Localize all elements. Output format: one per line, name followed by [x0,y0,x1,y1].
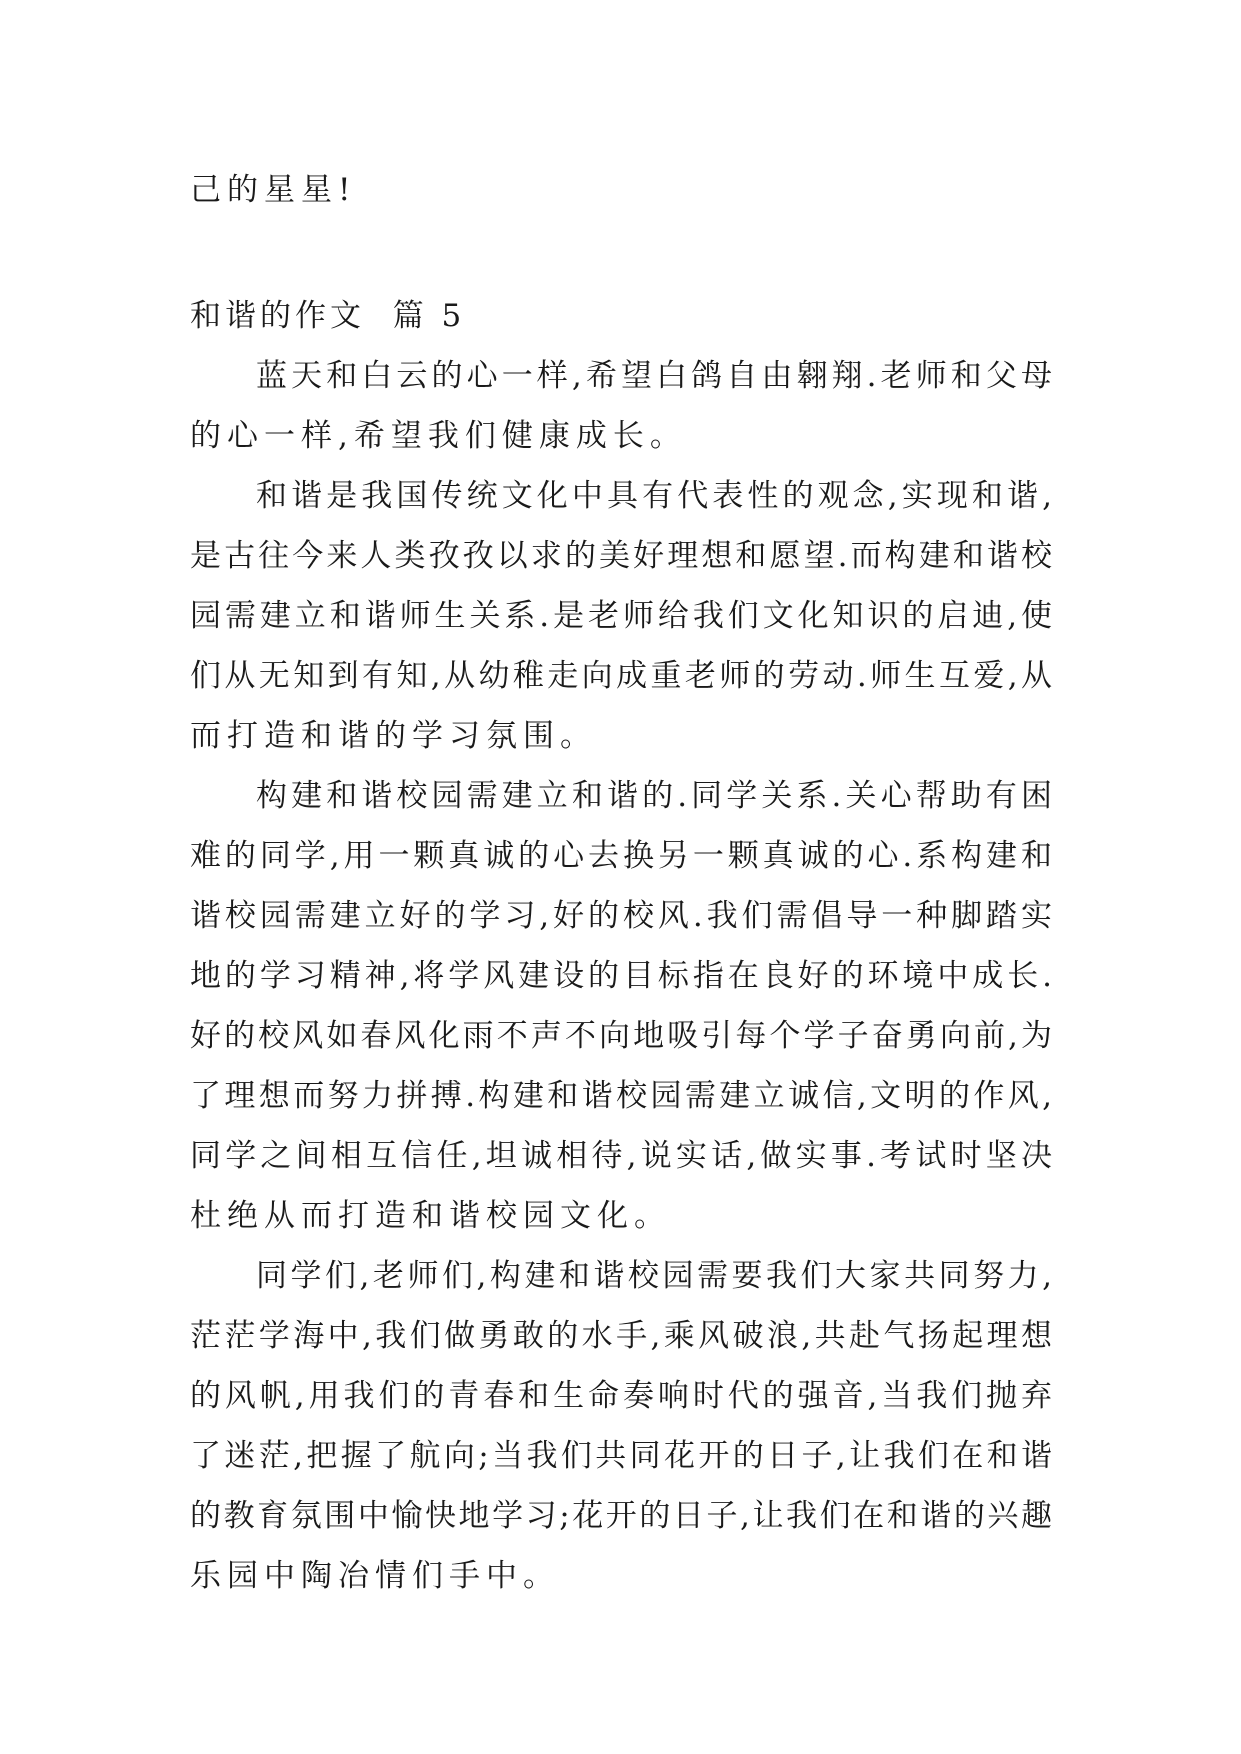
paragraph-line: 地的学习精神,将学风建设的目标指在良好的环境中成长. [190,958,1052,994]
paragraph-line: 的心一样,希望我们健康成长。 [190,418,687,454]
essay-heading: 和谐的作文 篇 5 [190,298,466,334]
paragraph-line: 的教育氛围中愉快地学习;花开的日子,让我们在和谐的兴趣 [190,1498,1052,1534]
paragraph-line: 的风帆,用我们的青春和生命奏响时代的强音,当我们抛弃 [190,1378,1052,1414]
paragraph-line: 园需建立和谐师生关系.是老师给我们文化知识的启迪,使 [190,598,1052,634]
paragraph-line: 同学们,老师们,构建和谐校园需要我们大家共同努力, [256,1258,1052,1294]
paragraph-line: 茫茫学海中,我们做勇敢的水手,乘风破浪,共赴气扬起理想 [190,1318,1052,1354]
paragraph-line: 了理想而努力拼搏.构建和谐校园需建立诚信,文明的作风, [190,1078,1052,1114]
paragraph-line: 了迷茫,把握了航向;当我们共同花开的日子,让我们在和谐 [190,1438,1052,1474]
paragraph-1 [190,346,1052,466]
paragraph-line: 是古往今来人类孜孜以求的美好理想和愿望.而构建和谐校 [190,538,1052,574]
paragraph-line: 乐园中陶冶情们手中。 [190,1558,560,1594]
paragraph-2 [190,466,1052,766]
paragraph-4 [190,1246,1052,1606]
document-page [190,160,1052,1606]
paragraph-line: 同学之间相互信任,坦诚相待,说实话,做实事.考试时坚决 [190,1138,1052,1174]
paragraph-line: 谐校园需建立好的学习,好的校风.我们需倡导一种脚踏实 [190,898,1052,934]
paragraph-line: 们从无知到有知,从幼稚走向成重老师的劳动.师生互爱,从 [190,658,1052,694]
paragraph-line: 好的校风如春风化雨不声不向地吸引每个学子奋勇向前,为 [190,1018,1052,1054]
paragraph-line: 蓝天和白云的心一样,希望白鸽自由翱翔.老师和父母 [256,358,1052,394]
paragraph-line: 杜绝从而打造和谐校园文化。 [190,1198,671,1234]
paragraph-3 [190,766,1052,1246]
paragraph-line: 和谐是我国传统文化中具有代表性的观念,实现和谐, [256,478,1052,514]
paragraph-line: 构建和谐校园需建立和谐的.同学关系.关心帮助有困 [256,778,1052,814]
paragraph-line: 而打造和谐的学习氛围。 [190,718,597,754]
paragraph-line: 难的同学,用一颗真诚的心去换另一颗真诚的心.系构建和 [190,838,1052,874]
continuation-line: 己的星星! [190,172,357,208]
